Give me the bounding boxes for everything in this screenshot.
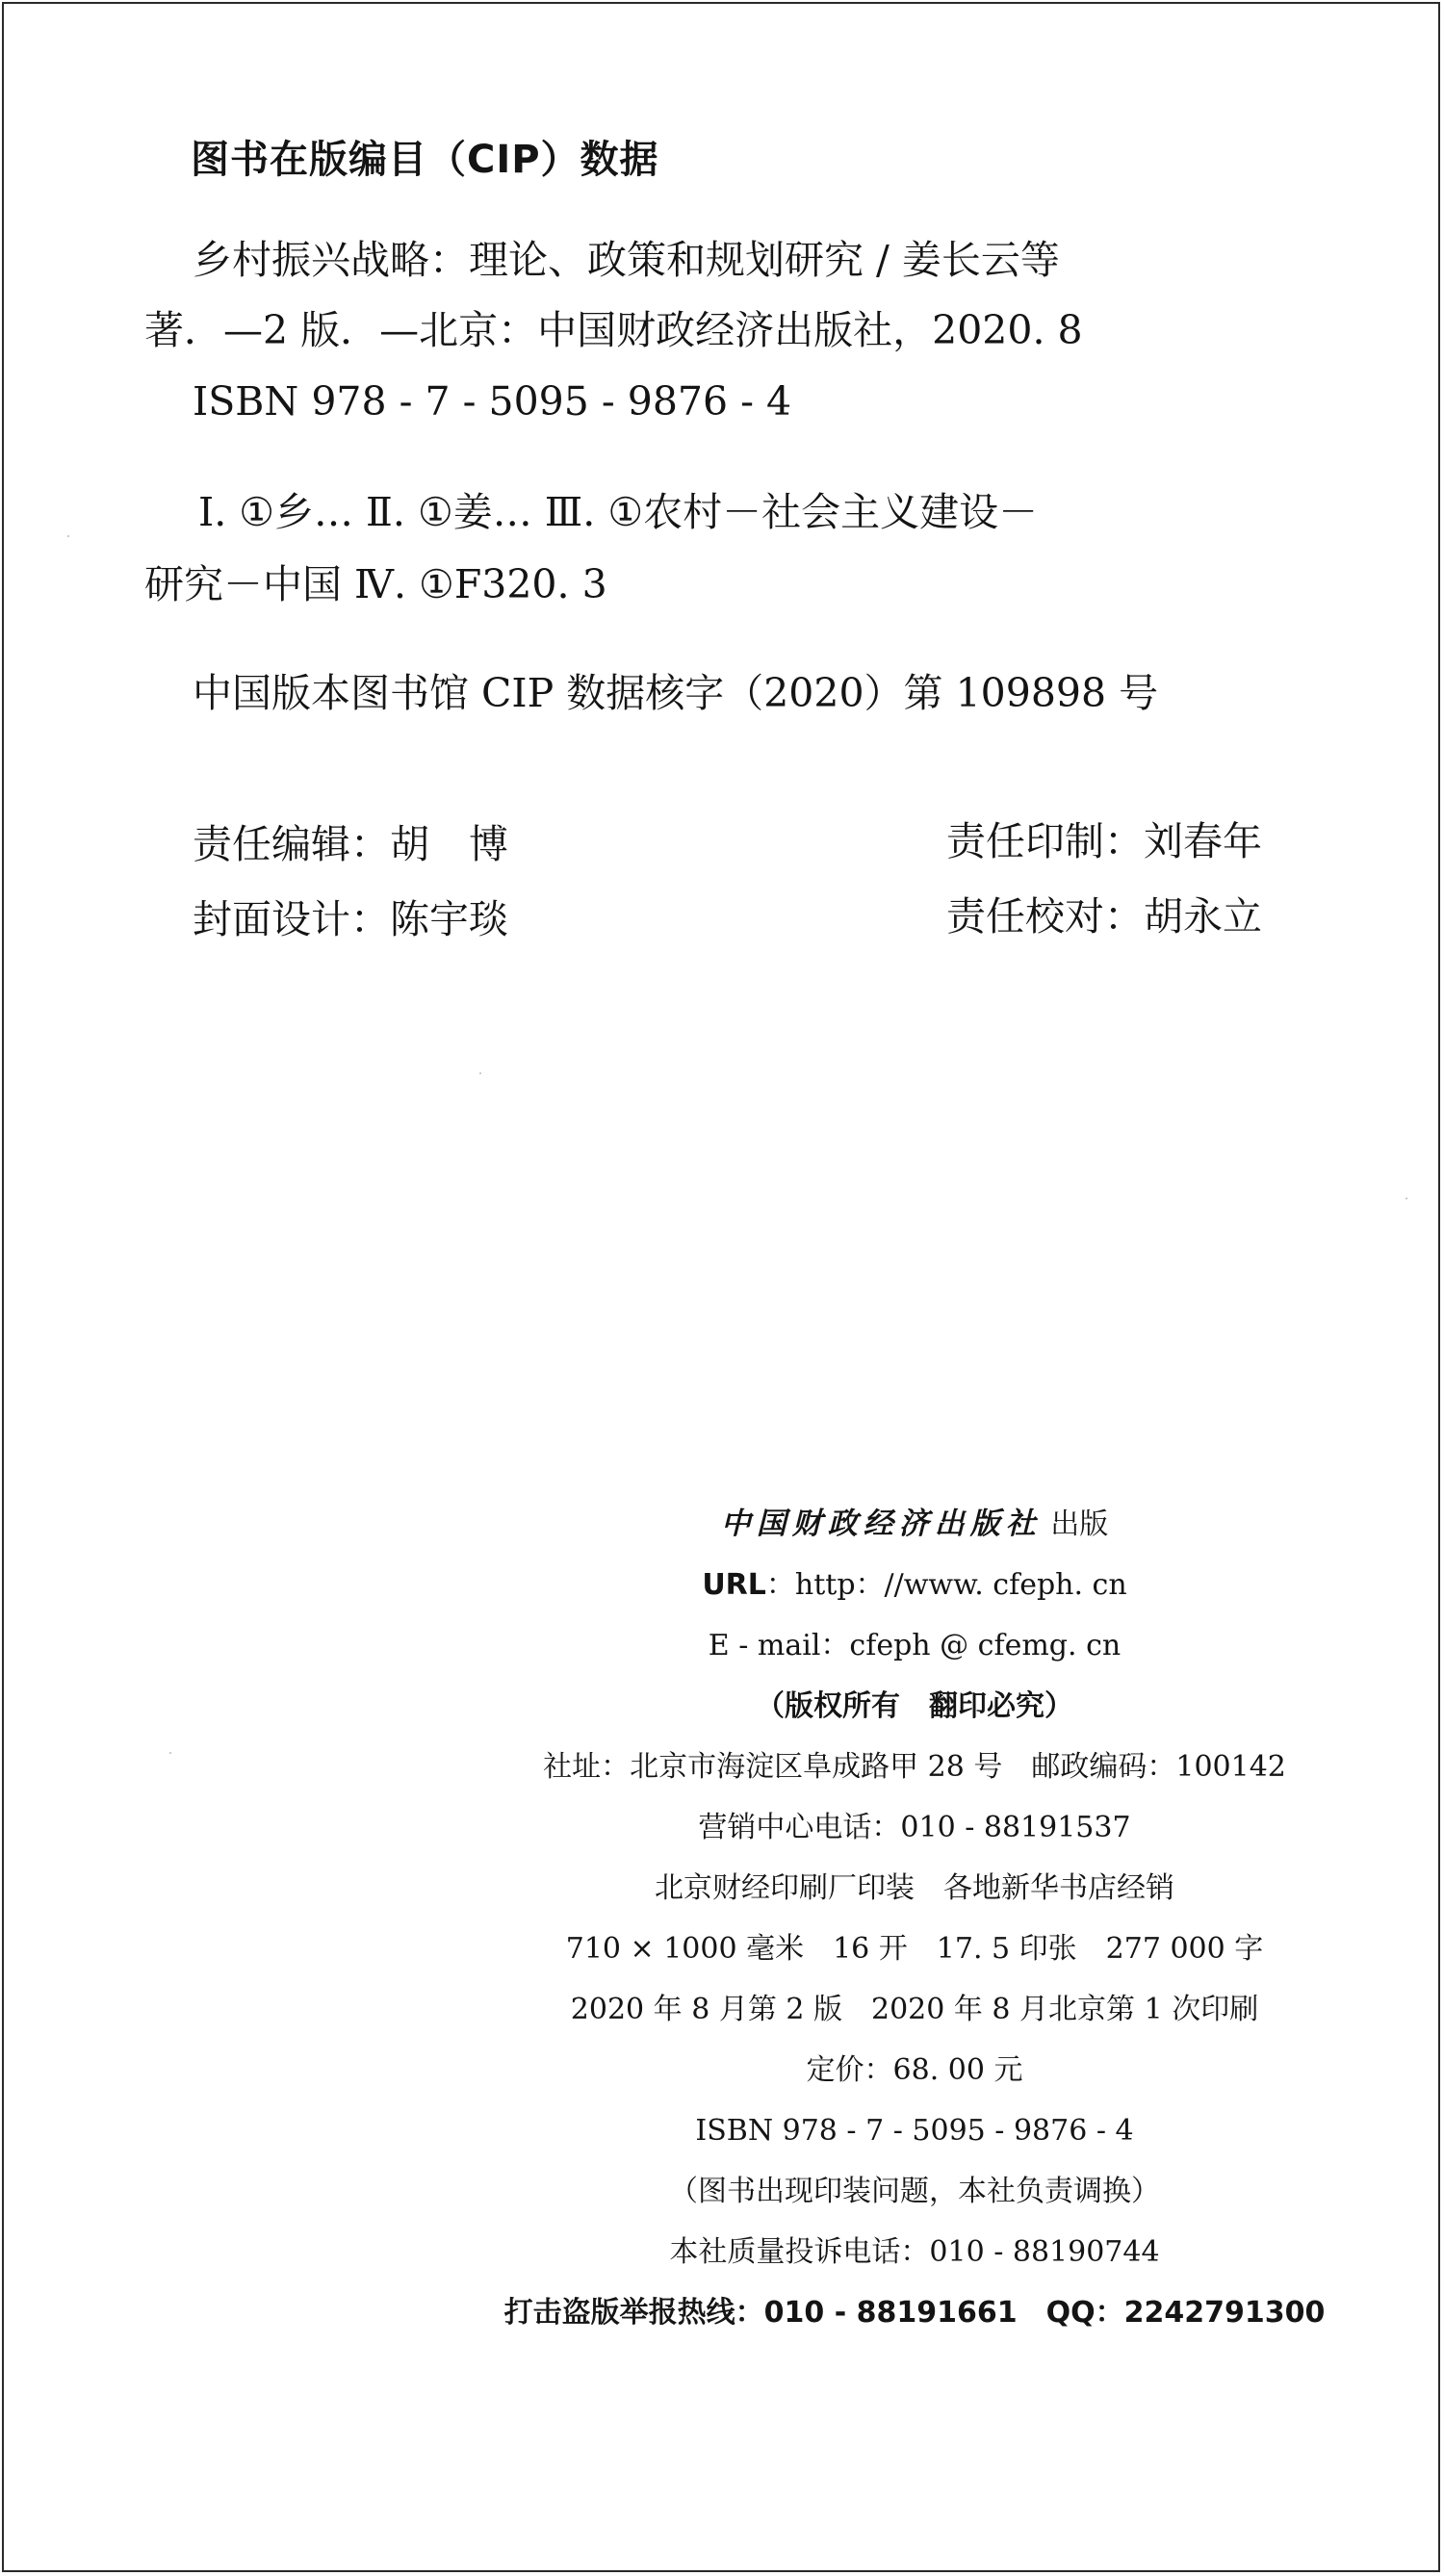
cover-design-credit — [193, 896, 508, 942]
edition-line: 2020 年 8 月第 2 版 2020 年 8 月北京第 1 次印刷 — [570, 1993, 1259, 2026]
scan-speck — [479, 1072, 481, 1074]
proofread-credit — [946, 893, 1262, 940]
print-credit — [946, 818, 1262, 864]
publisher-logo-text: 中国财政经济出版社 — [720, 1507, 1042, 1541]
specs-line: 710 × 1000 毫米 16 开 17. 5 印张 277 000 字 — [565, 1932, 1264, 1966]
cip-isbn: ISBN 978 - 7 - 5095 - 9876 - 4 — [193, 378, 792, 425]
binding-note-line: （图书出现印装问题，本社负责调换） — [669, 2175, 1160, 2208]
cip-title-line-1: 乡村振兴战略：理论、政策和规划研究 / 姜长云等 — [193, 237, 1060, 283]
printing-line: 北京财经印刷厂印装 各地新华书店经销 — [655, 1871, 1174, 1905]
print-label: 责任印制： — [946, 818, 1144, 864]
address-line: 社址：北京市海淀区阜成路甲 28 号 邮政编码：100142 — [543, 1750, 1286, 1784]
url-label: URL — [702, 1568, 766, 1602]
publisher-line — [481, 1494, 1348, 1555]
imprint-block — [481, 1494, 1348, 2343]
price-line: 定价：68. 00 元 — [806, 2053, 1023, 2087]
cip-header: 图书在版编目（CIP）数据 — [191, 138, 659, 182]
scan-speck — [169, 1752, 171, 1754]
print-name: 刘春年 — [1144, 818, 1262, 864]
cip-classification-line-1: Ⅰ. ①乡… Ⅱ. ①姜… Ⅲ. ①农村－社会主义建设－ — [198, 489, 1039, 535]
quality-phone-line: 本社质量投诉电话：010 - 88190744 — [669, 2235, 1160, 2269]
email-line: E - mail：cfeph @ cfemg. cn — [708, 1629, 1122, 1662]
proof-label: 责任校对： — [946, 893, 1144, 940]
rights-notice: （版权所有 翻印必究） — [756, 1689, 1073, 1723]
piracy-hotline-line: 打击盗版举报热线：010 - 88191661 QQ：2242791300 — [503, 2296, 1326, 2330]
editor-credit — [193, 821, 508, 867]
cip-catalog-number: 中国版本图书馆 CIP 数据核字（2020）第 109898 号 — [193, 670, 1159, 716]
scan-speck — [1405, 1198, 1407, 1199]
editor-label: 责任编辑： — [193, 821, 390, 867]
publisher-suffix: 出版 — [1050, 1507, 1109, 1541]
scan-speck — [67, 535, 69, 537]
cover-name: 陈宇琰 — [390, 896, 508, 942]
proof-name: 胡永立 — [1144, 893, 1262, 940]
url-value: ：http：//www. cfeph. cn — [765, 1568, 1127, 1602]
editor-name: 胡 博 — [390, 821, 508, 867]
cip-classification-line-2: 研究－中国 Ⅳ. ①F320. 3 — [144, 561, 607, 607]
marketing-phone-line: 营销中心电话：010 - 88191537 — [698, 1811, 1131, 1844]
cover-label: 封面设计： — [193, 896, 390, 942]
imprint-isbn-line: ISBN 978 - 7 - 5095 - 9876 - 4 — [695, 2114, 1134, 2148]
cip-title-line-2: 著．—2 版．—北京：中国财政经济出版社，2020. 8 — [144, 307, 1083, 353]
url-line — [481, 1555, 1348, 1615]
